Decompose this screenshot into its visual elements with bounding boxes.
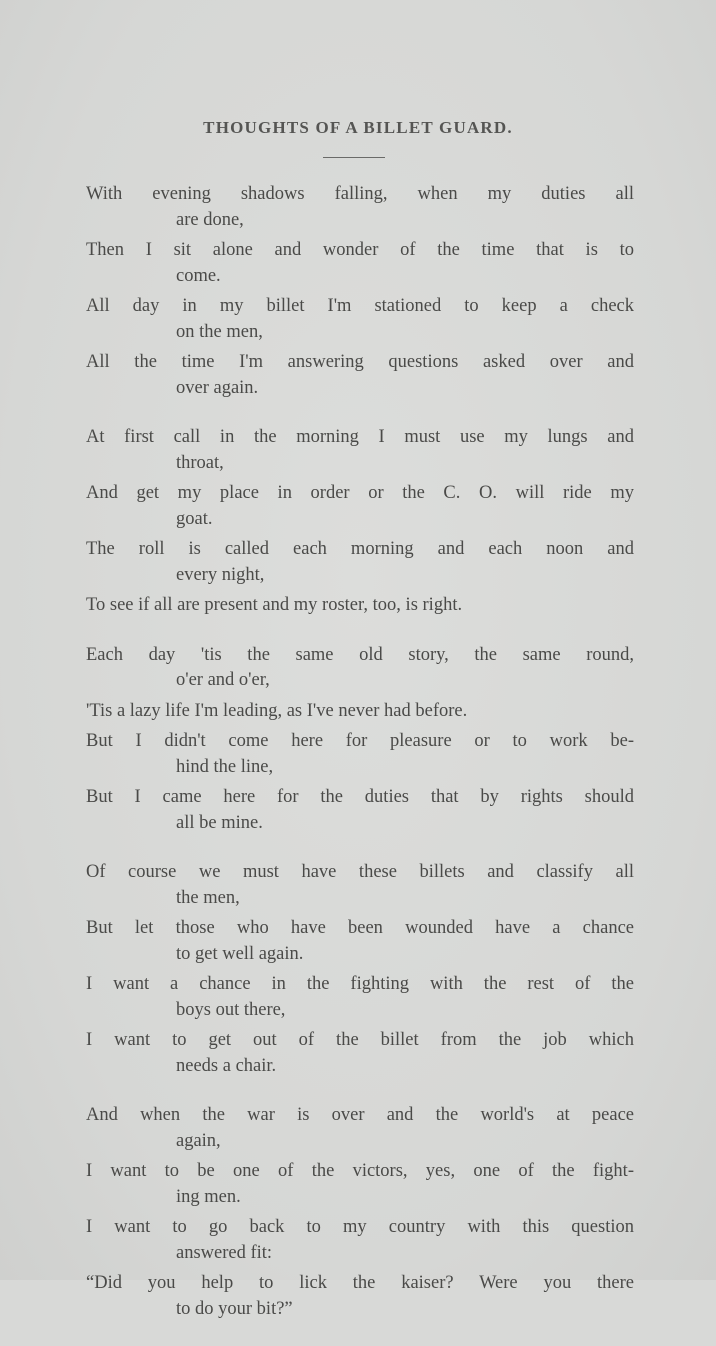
verse-line: I want to get out of the billet from the job which [86,1030,634,1050]
verse [86,916,634,967]
verse-line: But I came here for the duties that by rights should [86,787,634,807]
verse [86,593,634,619]
verse [86,350,634,401]
verse [86,182,634,233]
verse-line-continuation: come. [176,265,221,286]
verse-line: “Did you help to lick the kaiser? Were you there [86,1273,634,1293]
verse [86,425,634,476]
verse-line: All day in my billet I'm stationed to keep a check [86,296,634,316]
verse [86,729,634,780]
verse-line-continuation: needs a chair. [176,1055,277,1076]
verse-line-continuation: hind the line, [176,756,274,777]
verse-line-continuation: every night, [176,564,265,585]
stanza [86,1103,634,1322]
verse-line: At first call in the morning I must use my lungs and [86,427,634,447]
verse-line: I want to be one of the victors, yes, one of the fight- [86,1161,634,1181]
verse [86,1159,634,1210]
verse [86,1028,634,1079]
verse-line-continuation: on the men, [176,321,263,342]
verse-line-continuation: are done, [176,209,244,230]
verse [86,1271,634,1322]
verse-line: But I didn't come here for pleasure or to work be- [86,731,634,751]
verse-line: 'Tis a lazy life I'm leading, as I've never had before. [86,700,468,721]
stanza [86,643,634,837]
verse [86,972,634,1023]
verse-line: But let those who have been wounded have a chance [86,918,634,938]
poem-body [86,182,634,1346]
verse-line: Each day 'tis the same old story, the same round, [86,644,634,665]
verse-line-continuation: to do your bit?” [176,1298,293,1319]
verse-line-continuation: boys out there, [176,999,286,1020]
verse [86,699,634,725]
verse-line-continuation: goat. [176,508,213,529]
verse-line: I want to go back to my country with this question [86,1217,634,1237]
verse [86,860,634,911]
verse-line-continuation: the men, [176,887,240,908]
verse-line: All the time I'm answering questions asked over and [86,352,634,372]
verse-line-continuation: again, [176,1130,221,1151]
verse-line-continuation: throat, [176,452,224,473]
verse [86,643,634,694]
verse-line-continuation: ing men. [176,1186,241,1207]
stanza [86,860,634,1079]
verse [86,537,634,588]
verse-line: Of course we must have these billets and classify all [86,862,634,882]
poem-title: THOUGHTS OF A BILLET GUARD. [203,118,513,137]
verse-line: The roll is called each morning and each noon and [86,539,634,559]
verse [86,785,634,836]
verse-line-continuation: over again. [176,377,259,398]
verse-line-continuation: o'er and o'er, [176,670,270,690]
title-divider [323,157,385,158]
verse [86,238,634,289]
verse-line: To see if all are present and my roster, too, is right. [86,595,463,615]
verse [86,1103,634,1154]
verse-line: I want a chance in the fighting with the rest of the [86,974,634,994]
verse [86,294,634,345]
stanza [86,425,634,619]
verse-line: With evening shadows falling, when my duties all [86,184,634,204]
verse-line: And when the war is over and the world's at peace [86,1105,634,1125]
verse [86,1215,634,1266]
verse [86,481,634,532]
verse-line-continuation: answered fit: [176,1242,273,1263]
verse-line-continuation: all be mine. [176,812,263,833]
verse-line-continuation: to get well again. [176,943,304,964]
verse-line: Then I sit alone and wonder of the time that is to [86,240,634,260]
stanza [86,182,634,401]
verse-line: And get my place in order or the C. O. will ride my [86,483,634,503]
